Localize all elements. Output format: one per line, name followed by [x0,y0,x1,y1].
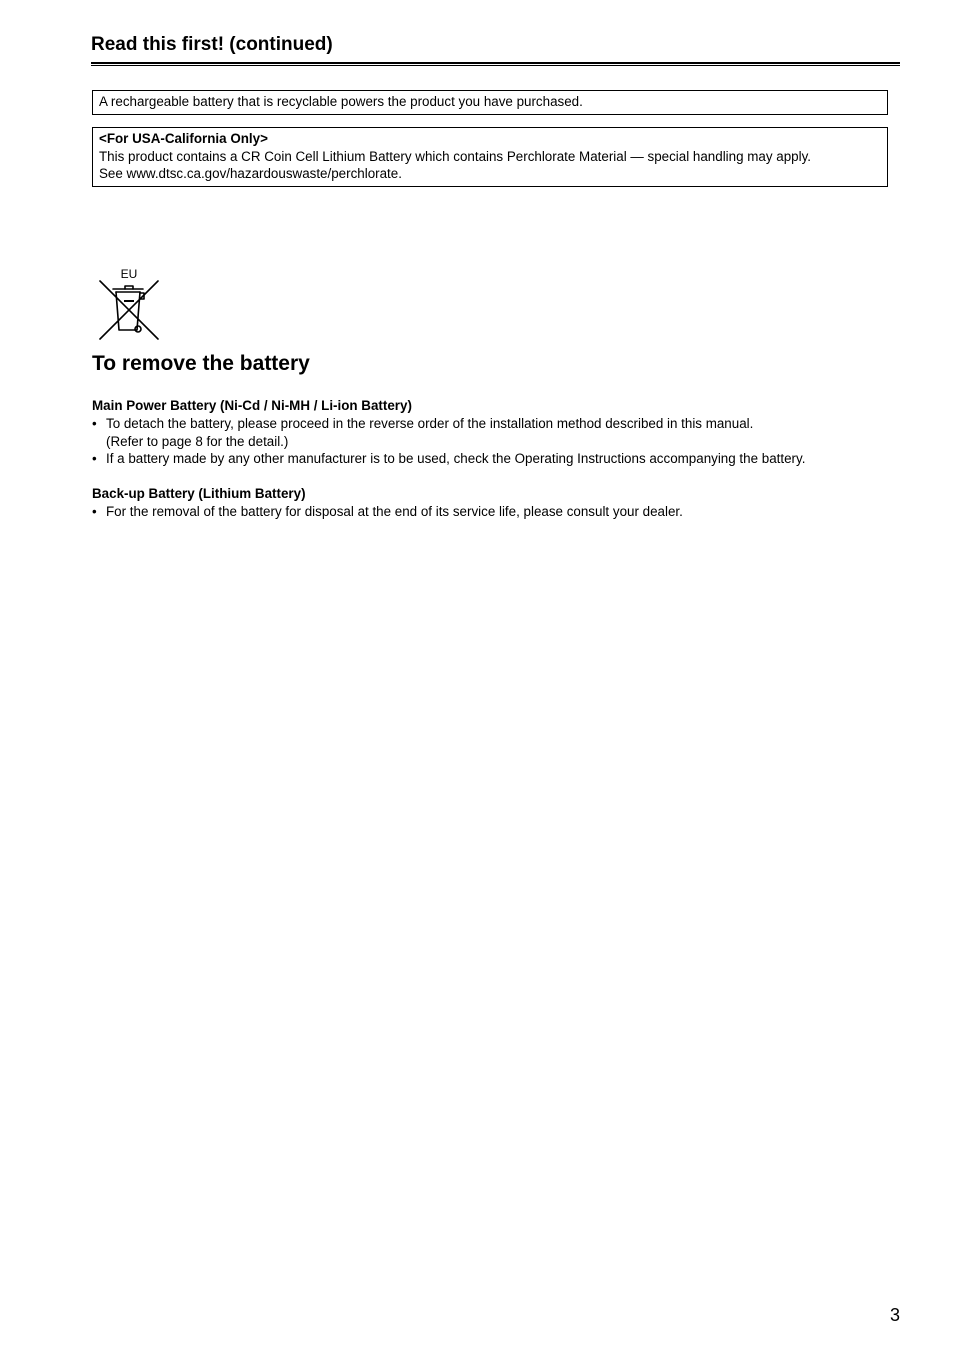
crossed-out-wheelie-bin-icon [96,278,162,344]
bullet-text-continued: (Refer to page 8 for the detail.) [106,433,289,449]
bullet-text: If a battery made by any other manufacturer is to be used, check the Operating Instructions accompanying the battery. [106,451,806,466]
backup-battery-list [92,503,683,521]
bullet-icon: • [92,451,97,466]
main-battery-heading: Main Power Battery (Ni-Cd / Ni-MH / Li-ion Battery) [92,398,412,413]
bullet-text: For the removal of the battery for disposal at the end of its service life, please consult your dealer. [106,504,683,519]
list-item [92,415,805,450]
list-item [92,450,805,468]
backup-battery-heading: Back-up Battery (Lithium Battery) [92,486,306,501]
recycle-notice-text: A rechargeable battery that is recyclable powers the product you have purchased. [99,94,583,109]
california-notice-line: This product contains a CR Coin Cell Lithium Battery which contains Perchlorate Material — special handling may apply. [99,148,812,164]
california-notice-heading: <For USA-California Only> [99,131,268,146]
list-item [92,503,683,521]
bullet-icon: • [92,416,97,431]
weee-disposal-symbol [96,266,160,344]
california-notice-url-line: See www.dtsc.ca.gov/hazardouswaste/perchlorate. [99,166,402,181]
recycle-notice-box [92,90,888,115]
main-battery-list [92,415,805,468]
header-divider [91,62,900,66]
page-header-title: Read this first! (continued) [91,34,333,55]
bullet-icon: • [92,504,97,519]
bullet-text: To detach the battery, please proceed in the reverse order of the installation method described in this manual. [106,416,754,431]
eu-label: EU [120,267,138,281]
california-notice-box [92,127,888,187]
page-number: 3 [889,1305,900,1325]
section-title: To remove the battery [92,352,310,375]
